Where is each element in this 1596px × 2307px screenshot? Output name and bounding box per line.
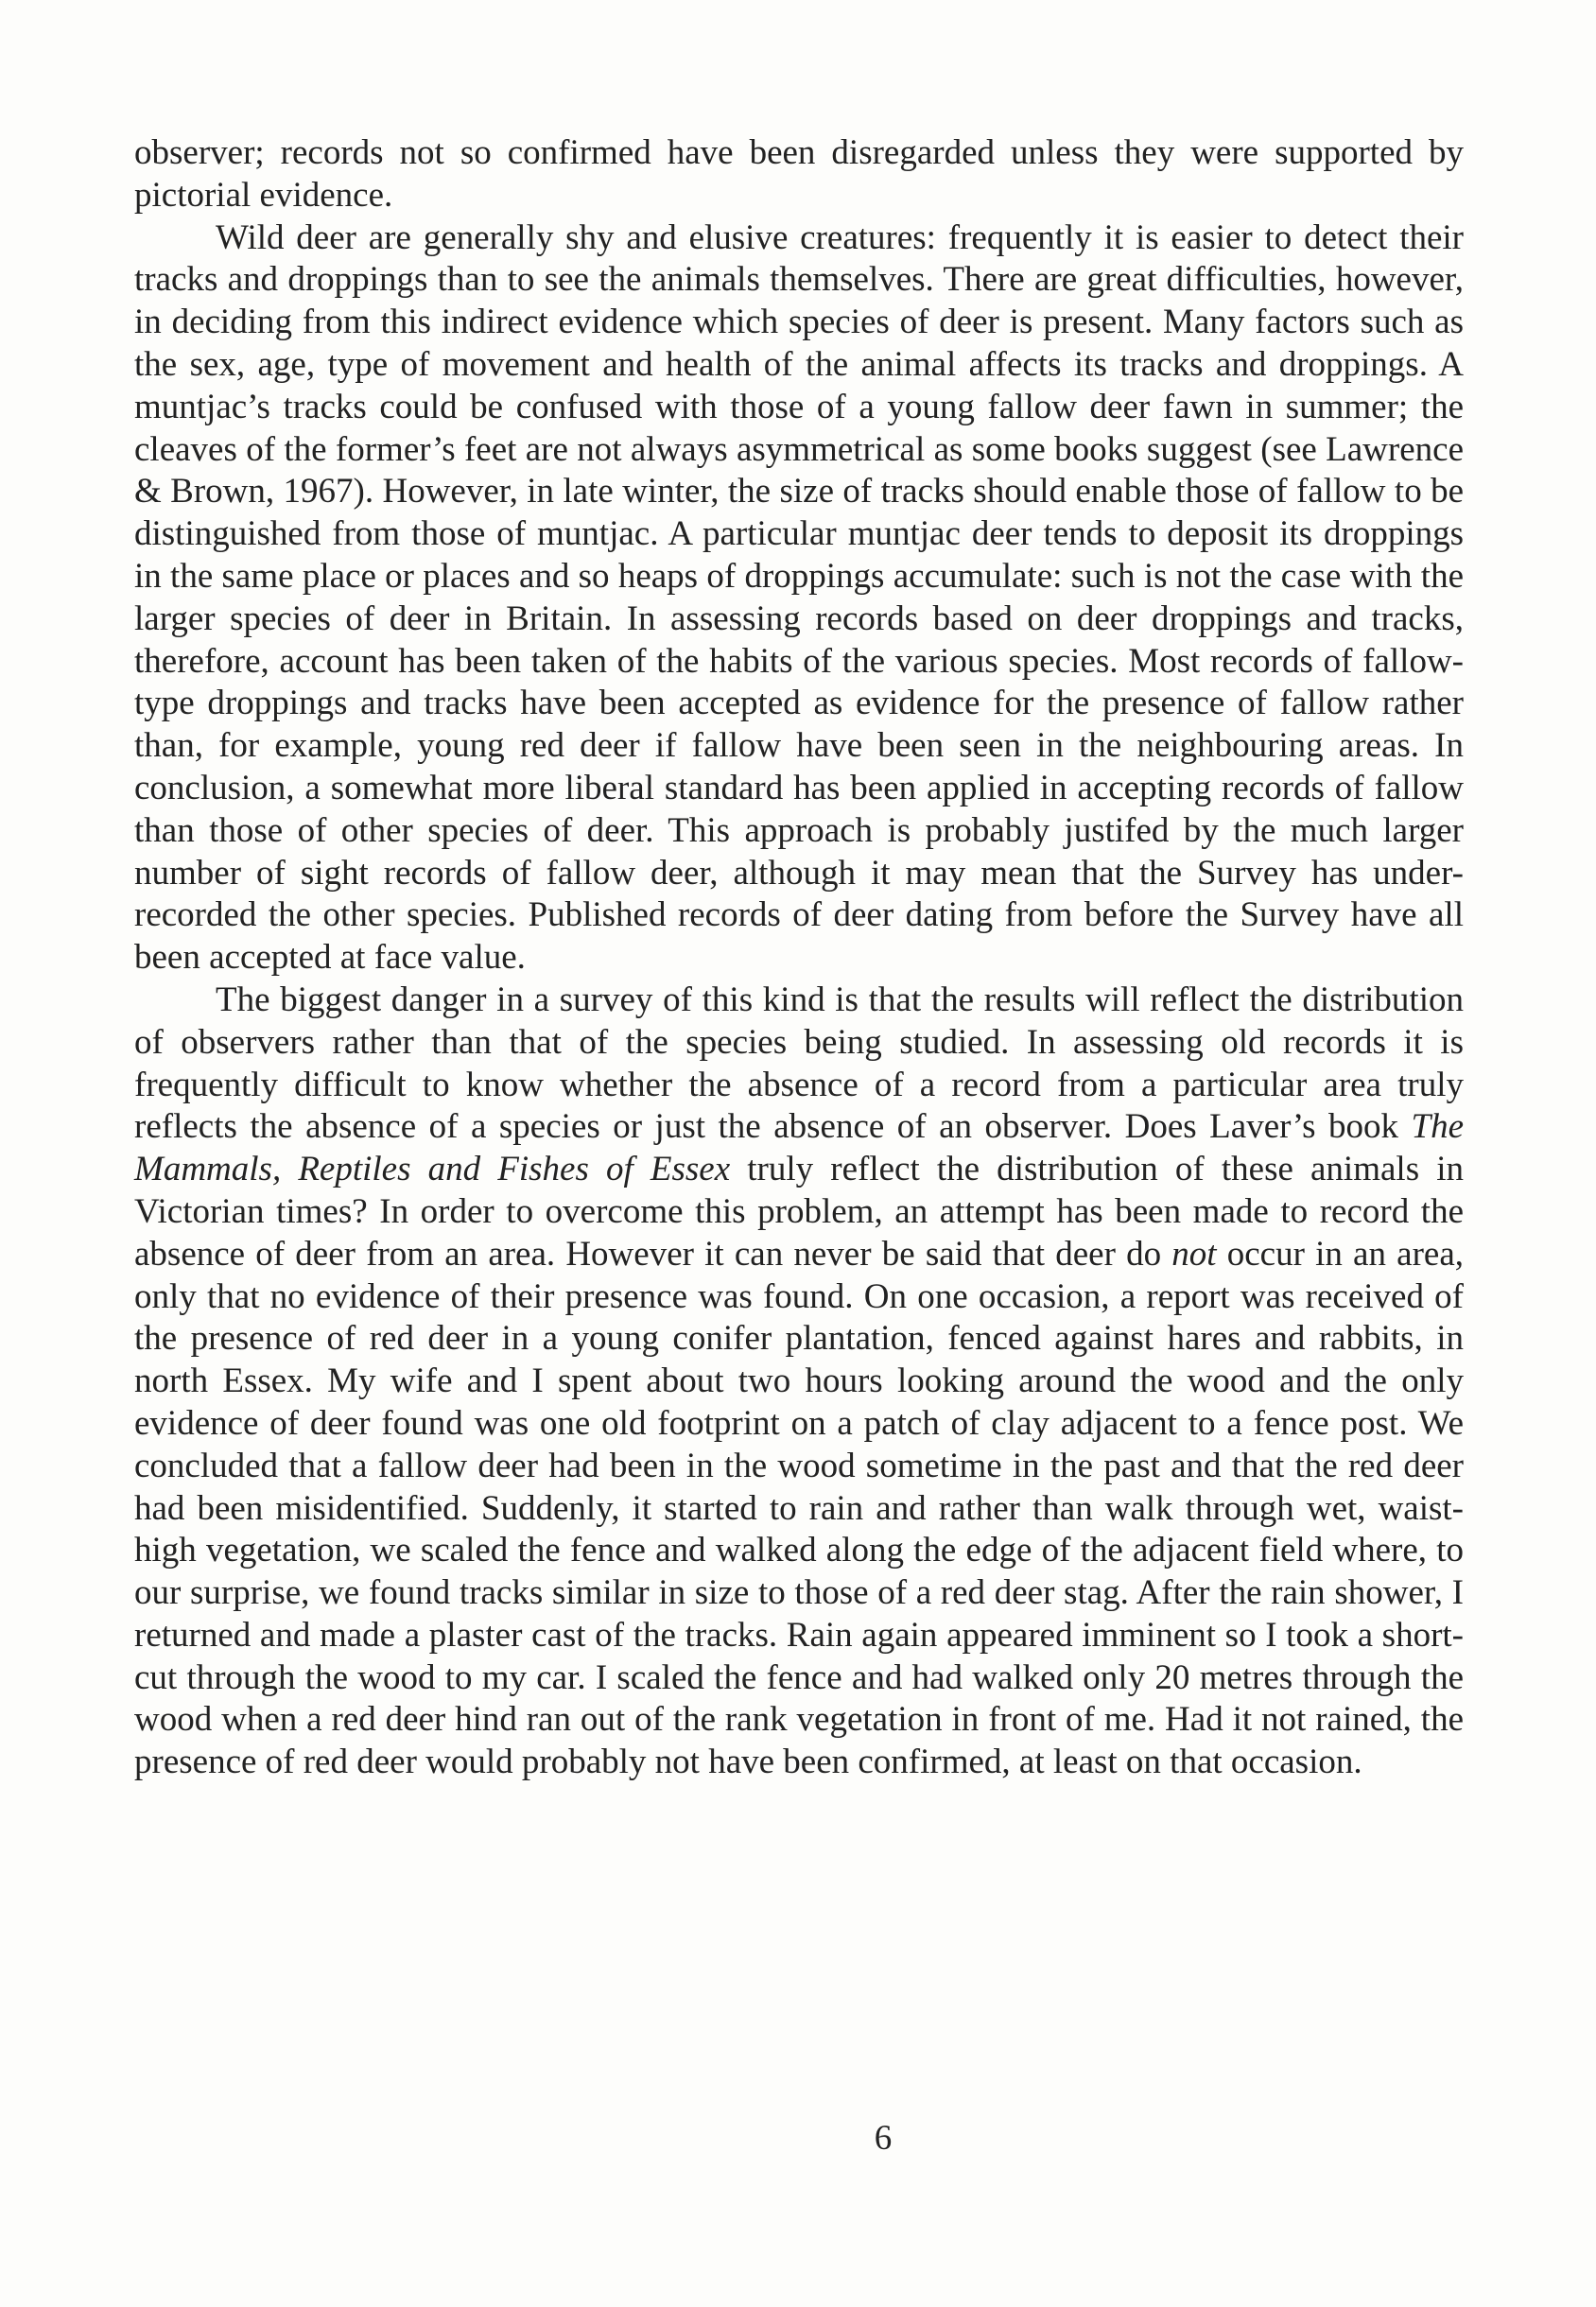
paragraph-text: The biggest danger in a survey of this kind is that the results will reflect the distribution of observers rather than that of the species being studied. In assessing old records it is frequently difficult to know whether the absence of a record from a particular area truly reflects the absence of a species or just the absence of an observer. Does Laver’s book: [134, 980, 1464, 1147]
body-text: [134, 132, 1464, 1784]
paragraph-text: truly reflect the distribution of these animals in Victorian times? In order to overcome this problem, an attempt has been made to record the absence of deer from an area. However it can never be said that deer do: [134, 1150, 1464, 1274]
paragraph-2: [134, 217, 1464, 980]
paragraph-1: [134, 132, 1464, 217]
paragraph-3: [134, 980, 1464, 1784]
page-number: 6: [874, 2119, 893, 2158]
paragraph-text: observer; records not so confirmed have been disregarded unless they were supported by pictorial evidence.: [134, 133, 1464, 215]
paragraph-text: Wild deer are generally shy and elusive creatures: frequently it is easier to detect their tracks and droppings than to see the animals themselves. There are great difficulties, however, in deciding from this indirect evidence which species of deer is present. Many factors such as the sex, age, type of movement and health of the animal affects its tracks and droppings. A muntjac’s tracks could be confused with those of a young fallow deer fawn in summer; the cleaves of the former’s feet are not always asymmetrical as some books suggest (see Lawrence & Brown, 1967). However, in late winter, the size of tracks should enable those of fallow to be distinguished from those of muntjac. A particular muntjac deer tends to deposit its droppings in the same place or places and so heaps of droppings accumulate: such is not the case with the larger species of deer in Britain. In assessing records based on deer droppings and tracks, therefore, account has been taken of the habits of the various species. Most records of fallow-type droppings and tracks have been accepted as evidence for the presence of fallow rather than, for example, young red deer if fallow have been seen in the neighbouring areas. In conclusion, a somewhat more liberal standard has been applied in accepting records of fallow than those of other species of deer. This approach is probably justifed by the much larger number of sight records of fallow deer, although it may mean that the Survey has under-recorded the other species. Published records of deer dating from before the Survey have all been accepted at face value.: [134, 217, 1464, 978]
paragraph-text: occur in an area, only that no evidence of their presence was found. On one occasion, a report was received of the presence of red deer in a young conifer plantation, fenced against hares and rabbits, in north Essex. My wife and I spent about two hours looking around the wood and the only evidence of deer found was one old footprint on a patch of clay adjacent to a fence post. We concluded that a fallow deer had been in the wood sometime in the past and that the red deer had been misidentified. Suddenly, it started to rain and rather than walk through wet, waist-high vegetation, we scaled the fence and walked along the edge of the adjacent field where, to our surprise, we found tracks similar in size to those of a red deer stag. After the rain shower, I returned and made a plaster cast of the tracks. Rain again appeared imminent so I took a short-cut through the wood to my car. I scaled the fence and had walked only 20 metres through the wood when a red deer hind ran out of the rank vegetation in front of me. Had it not rained, the presence of red deer would probably not have been confirmed, at least on that occasion.: [134, 1234, 1464, 1782]
emphasis-word: not: [1171, 1234, 1217, 1274]
book-title: The Mammals, Reptiles and Fishes of Essex: [134, 1107, 1464, 1189]
